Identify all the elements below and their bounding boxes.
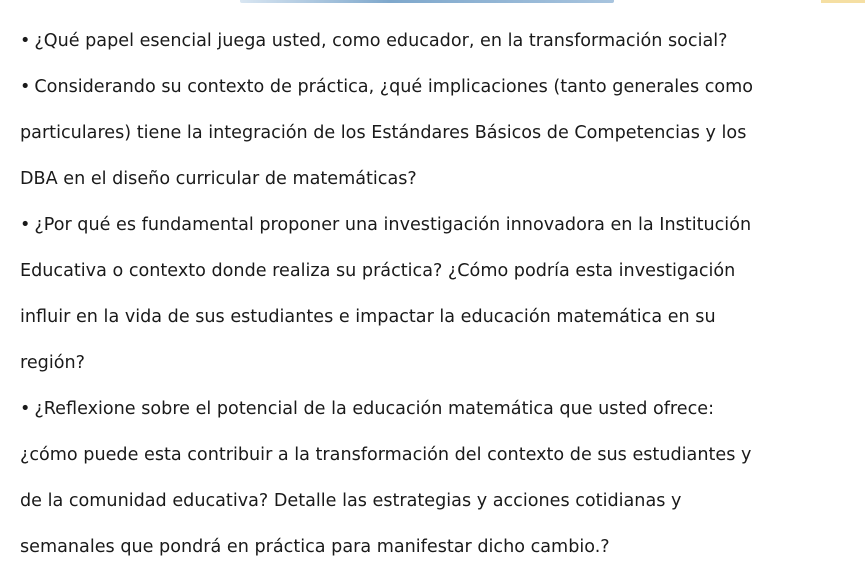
line-text: DBA en el diseño curricular de matemáticas? (20, 169, 417, 189)
question-line-5 (20, 209, 855, 255)
question-line-8 (20, 347, 855, 393)
line-text: de la comunidad educativa? Detalle las estrategias y acciones cotidianas y (20, 491, 682, 511)
question-line-2 (20, 71, 855, 117)
line-text: ¿Qué papel esencial juega usted, como educador, en la transformación social? (34, 31, 728, 51)
question-line-6 (20, 255, 855, 301)
line-text: Educativa o contexto donde realiza su práctica? ¿Cómo podría esta investigación (20, 261, 736, 281)
line-text: ¿Por qué es fundamental proponer una investigación innovadora en la Institución (34, 215, 752, 235)
document-body (20, 25, 855, 577)
line-text: Considerando su contexto de práctica, ¿qué implicaciones (tanto generales como (34, 77, 754, 97)
question-line-9 (20, 393, 855, 439)
line-text: ¿cómo puede esta contribuir a la transformación del contexto de sus estudiantes y (20, 445, 752, 465)
question-line-1 (20, 25, 855, 71)
bullet-marker: • (20, 215, 31, 235)
question-line-3 (20, 117, 855, 163)
line-text: ¿Reflexione sobre el potencial de la educación matemática que usted ofrece: (34, 399, 715, 419)
bullet-marker: • (20, 31, 31, 51)
line-text: influir en la vida de sus estudiantes e impactar la educación matemática en su (20, 307, 716, 327)
question-line-10 (20, 439, 855, 485)
question-line-11 (20, 485, 855, 531)
top-divider (240, 0, 614, 3)
top-corner-accent (821, 0, 865, 3)
question-line-4 (20, 163, 855, 209)
bullet-marker: • (20, 399, 31, 419)
line-text: particulares) tiene la integración de los Estándares Básicos de Competencias y los (20, 123, 747, 143)
question-line-7 (20, 301, 855, 347)
question-line-12 (20, 531, 855, 577)
line-text: semanales que pondrá en práctica para manifestar dicho cambio.? (20, 537, 610, 557)
bullet-marker: • (20, 77, 31, 97)
line-text: región? (20, 353, 85, 373)
